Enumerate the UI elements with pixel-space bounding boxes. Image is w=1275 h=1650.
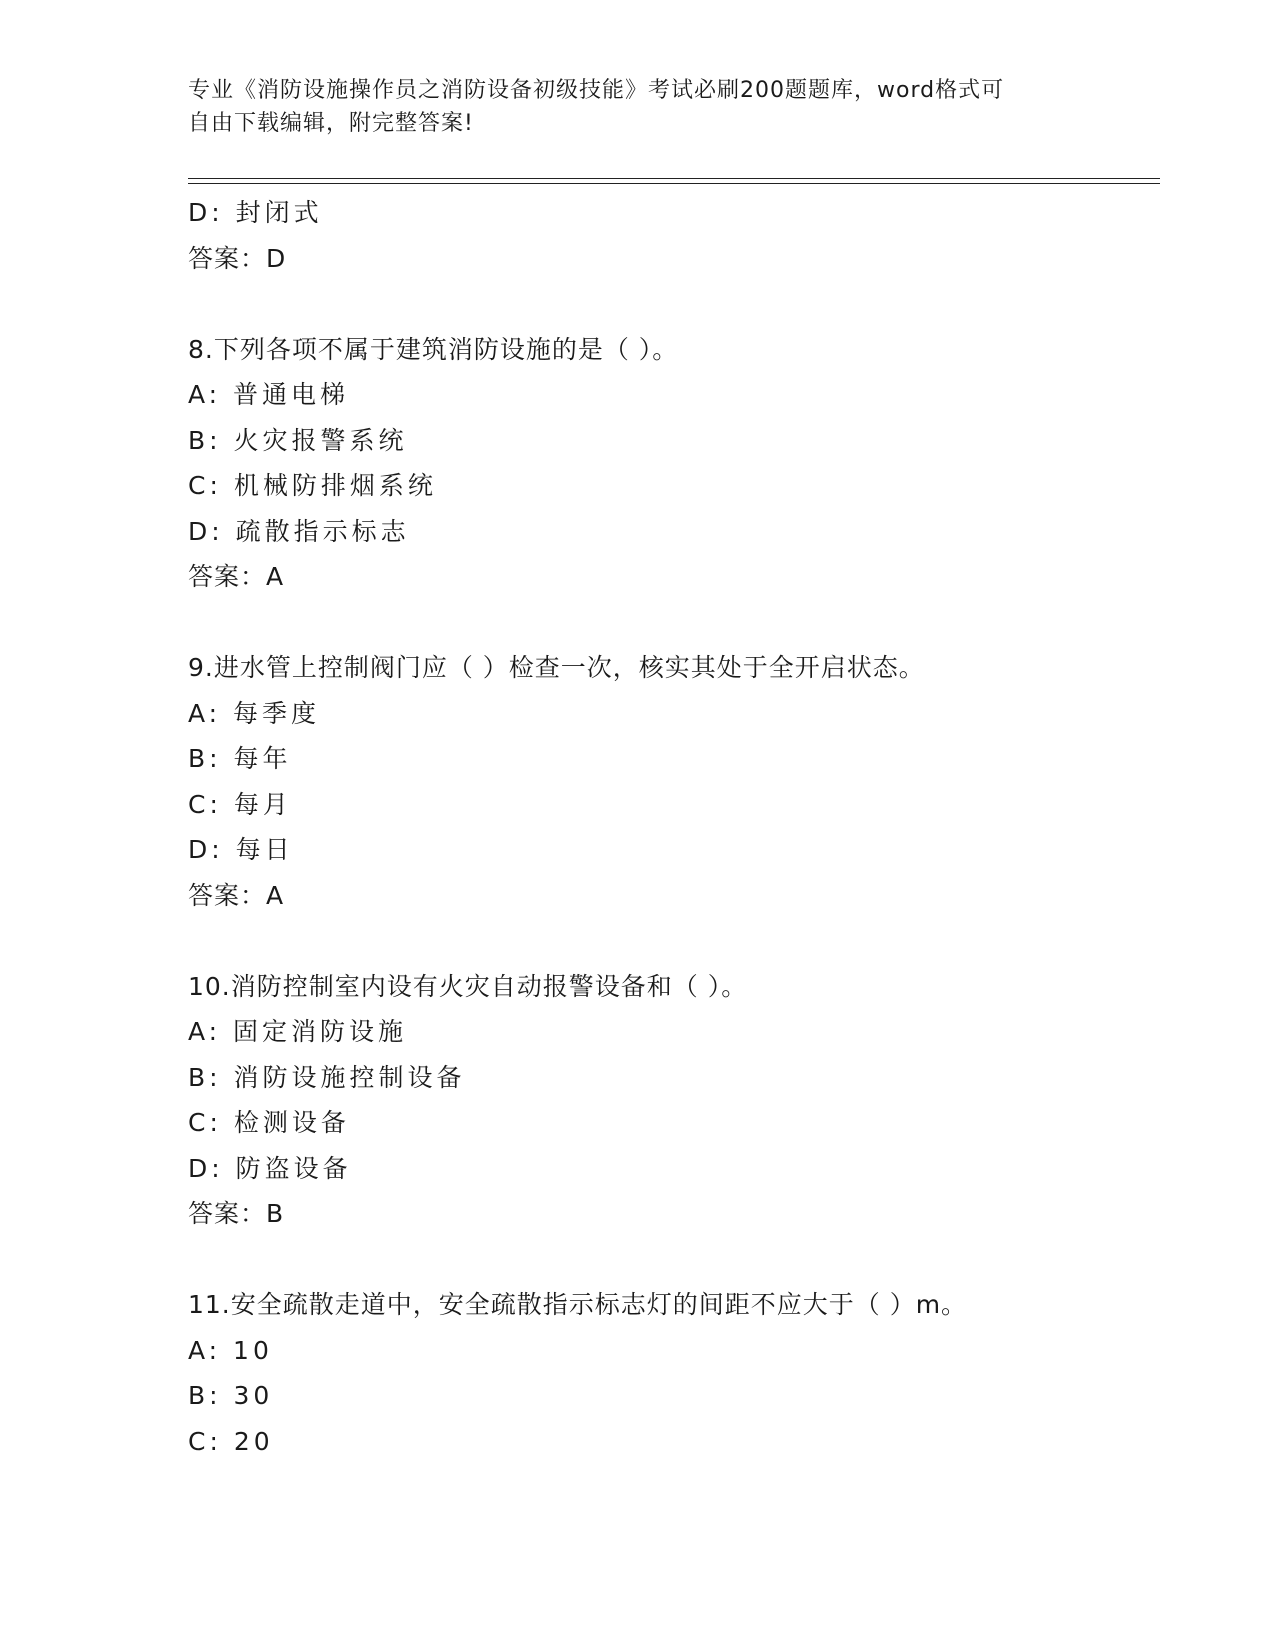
question-11: 11.安全疏散走道中，安全疏散指示标志灯的间距不应大于（ ）m。	[188, 1290, 968, 1319]
header-divider-bottom	[188, 183, 1160, 184]
spacer	[188, 1237, 1168, 1283]
option-c-q10: C: 检测设备	[188, 1108, 350, 1137]
answer-q10: 答案：B	[188, 1199, 285, 1228]
question-content	[188, 190, 1168, 1464]
option-d-q10: D: 防盗设备	[188, 1153, 352, 1183]
document-header	[188, 74, 1088, 140]
option-d-q8: D: 疏散指示标志	[188, 516, 410, 546]
option-b-q10: B: 消防设施控制设备	[188, 1062, 466, 1092]
spacer	[188, 918, 1168, 964]
header-line-1: 专业《消防设施操作员之消防设备初级技能》考试必刷200题题库，word格式可	[188, 78, 1005, 103]
answer-q9: 答案：A	[188, 880, 285, 910]
option-b-q9: B: 每年	[188, 744, 292, 773]
option-b-q11: B: 30	[188, 1381, 274, 1410]
answer-q8: 答案：A	[188, 562, 285, 591]
spacer	[188, 600, 1168, 646]
header-line-2: 自由下载编辑，附完整答案!	[188, 111, 474, 136]
option-c-q11: C: 20	[188, 1426, 274, 1456]
option-a-q11: A: 10	[188, 1335, 273, 1365]
header-divider-top	[188, 178, 1160, 179]
option-d-q9: D: 每日	[188, 835, 294, 864]
question-8: 8.下列各项不属于建筑消防设施的是（ ）。	[188, 334, 679, 364]
answer-q7: 答案：D	[188, 243, 287, 273]
option-c-q9: C: 每月	[188, 789, 292, 819]
option-a-q10: A: 固定消防设施	[188, 1017, 408, 1046]
option-b-q8: B: 火灾报警系统	[188, 425, 408, 455]
option-c-q8: C: 机械防排烟系统	[188, 471, 437, 500]
option-a-q9: A: 每季度	[188, 698, 321, 728]
option-a-q8: A: 普通电梯	[188, 380, 350, 409]
option-d-q7: D: 封闭式	[188, 198, 323, 227]
spacer	[188, 281, 1168, 327]
question-10: 10.消防控制室内设有火灾自动报警设备和（ ）。	[188, 971, 748, 1001]
question-9: 9.进水管上控制阀门应（ ）检查一次，核实其处于全开启状态。	[188, 653, 925, 682]
